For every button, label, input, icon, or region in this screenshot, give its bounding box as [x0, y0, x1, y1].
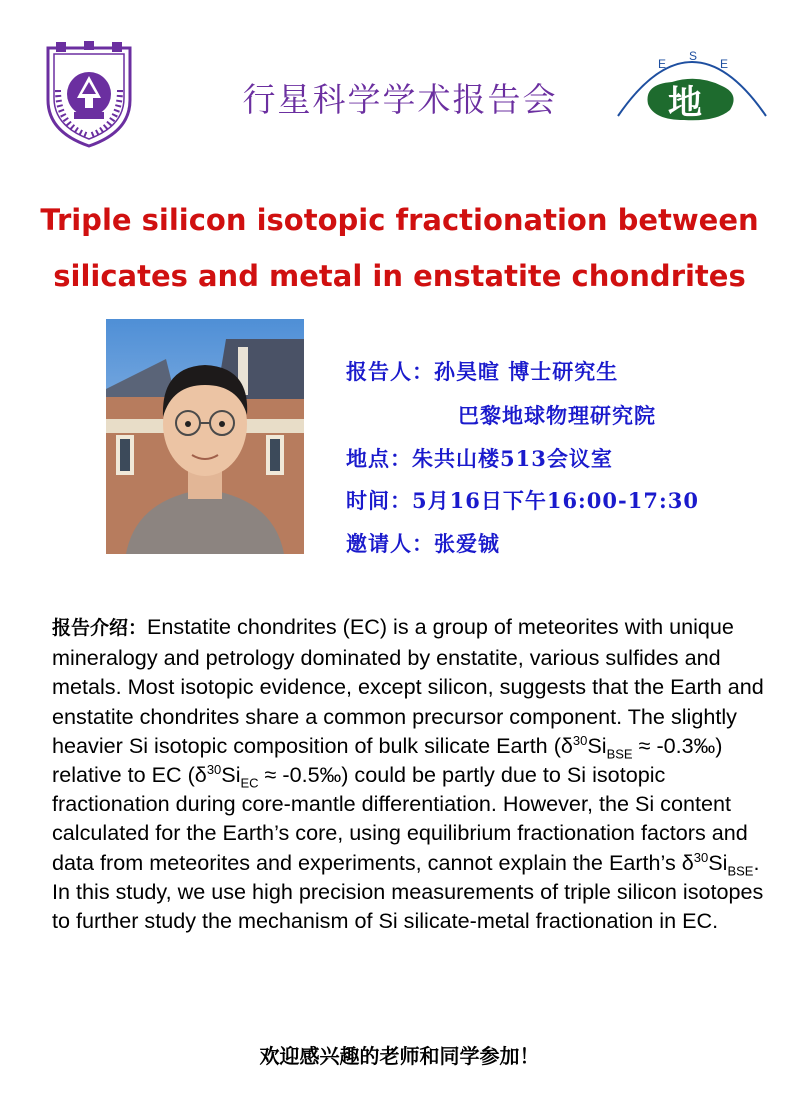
abstract-text-2: ≈ -0.3‰) relative to EC (δ: [52, 732, 723, 788]
talk-title-line-1: Triple silicon isotopic fractionation between: [40, 203, 759, 237]
isotope-superscript: 30: [206, 761, 222, 777]
abstract-paragraph: [52, 612, 764, 935]
speaker-line: 报告人：孙昊暄 博士研究生: [346, 359, 619, 384]
time-line: 时间：5月16日下午16:00-17:30: [346, 488, 699, 513]
abstract-text-3: ≈ -0.5‰) could be partly due to Si isotopic fractionation during core-mantle differentiation. However, the Si content calculated for the Earth’s core, using equilibrium fractionation factors and data from meteorites and experiments, cannot explain the Earth’s δ: [52, 762, 748, 875]
svg-text:地: 地: [668, 83, 702, 123]
nanjing-university-seal-logo: [44, 40, 134, 148]
abstract-lead: 报告介绍：: [52, 617, 148, 639]
host-line: 邀请人：张爱铖: [346, 531, 500, 556]
talk-title-line-2: silicates and metal in enstatite chondrites: [53, 259, 746, 293]
location-line: 地点：朱共山楼513会议室: [346, 446, 613, 471]
speaker-photo: [106, 319, 304, 554]
abstract-text-1: Enstatite chondrites (EC) is a group of meteorites with unique mineralogy and petrology dominated by enstatite, various sulfides and metals. Most isotopic evidence, except silicon, suggests that the Earth and enstatite chondrites share a common precursor component. The slightly heavier Si isotopic composition of bulk silicate Earth (δ: [52, 614, 764, 758]
welcome-message: 欢迎感兴趣的老师和同学参加！: [259, 1044, 540, 1068]
svg-text:S: S: [689, 49, 698, 63]
talk-title: [30, 192, 769, 304]
svg-text:E: E: [720, 57, 729, 71]
subscript-bse: BSE: [727, 862, 754, 878]
element-symbol: Si: [708, 849, 728, 875]
element-symbol: Si: [587, 732, 607, 758]
isotope-superscript: 30: [572, 732, 588, 748]
element-symbol: Si: [221, 762, 241, 788]
abstract-text-4: . In this study, we use high precision measurements of triple silicon isotopes to further study the mechanism of Si silicate-metal fractionation in EC.: [52, 849, 764, 934]
series-title: 行星科学学术报告会: [242, 80, 558, 119]
isotope-superscript: 30: [693, 849, 709, 865]
ese-department-logo: [612, 38, 772, 138]
speaker-institution: 巴黎地球物理研究院: [458, 403, 656, 428]
subscript-bse: BSE: [606, 746, 633, 762]
subscript-ec: EC: [240, 775, 259, 791]
svg-text:E: E: [658, 57, 667, 71]
